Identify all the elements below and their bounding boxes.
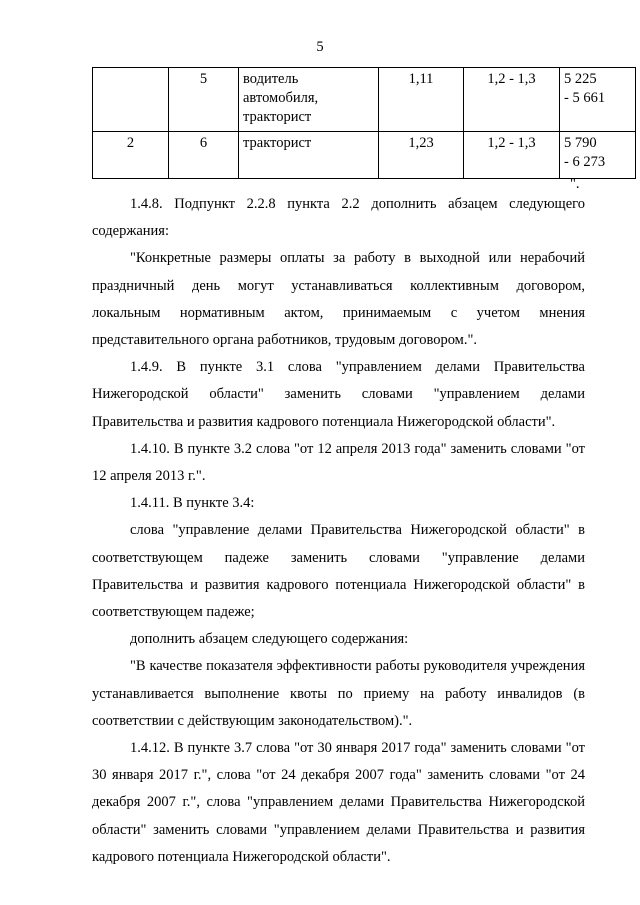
table-cell: 6: [169, 132, 239, 179]
table-cell: 5: [169, 68, 239, 132]
document-body: [92, 191, 585, 871]
paragraph-add-abzats: дополнить абзацем следующего содержания:: [130, 631, 409, 648]
paragraph-1-4-9: 1.4.9. В пункте 3.1 слова "управлением делами Правительства Нижегородской области" заменить словами "управлением делами Правительства и развития кадрового потенциала Нижегородской области".: [92, 359, 585, 430]
table-cell: [93, 68, 169, 132]
range-end: - 6 273: [564, 154, 606, 170]
range-start: 5 225: [564, 71, 597, 87]
paragraph-words-replace: слова "управление делами Правительства Нижегородской области" в соответствующем падеже заменить словами "управление делами Правительства и развития кадрового потенциала Нижегородской области" в соответствующем падеже;: [92, 522, 585, 621]
range-start: 5 790: [564, 135, 597, 151]
paragraph-1-4-11: 1.4.11. В пункте 3.4:: [130, 495, 255, 512]
table-cell: [560, 68, 636, 132]
table-cell: водитель автомобиля, тракторист: [239, 68, 379, 132]
paragraph-1-4-8: 1.4.8. Подпункт 2.2.8 пункта 2.2 дополнить абзацем следующего содержания:: [92, 196, 585, 240]
paragraph-quote-payment: "Конкретные размеры оплаты за работу в выходной или нерабочий праздничный день могут устанавливаться коллективным договором, локальным нормативным актом, принимаемым с учетом мнения представительного органа работников, трудовым договором.".: [92, 250, 585, 349]
table-cell: [560, 132, 636, 179]
paragraph-1-4-10: 1.4.10. В пункте 3.2 слова "от 12 апреля 2013 года" заменить словами "от 12 апреля 2013 г.".: [92, 440, 585, 485]
rate-table: [92, 67, 636, 179]
table-cell: 1,2 - 1,3: [464, 132, 560, 179]
page-number: 5: [316, 39, 324, 55]
table-cell: 2: [93, 132, 169, 179]
paragraph-quote-quota: "В качестве показателя эффективности работы руководителя учреждения устанавливается выполнение квоты по приему на работу инвалидов (в соответствии с действующим законодательством).".: [92, 658, 585, 729]
table-cell: тракторист: [239, 132, 379, 179]
table-row: [93, 132, 636, 179]
table-row: [93, 68, 636, 132]
table-cell: 1,2 - 1,3: [464, 68, 560, 132]
closing-quote: ".: [570, 176, 580, 192]
table-cell: 1,23: [379, 132, 464, 179]
table-cell: 1,11: [379, 68, 464, 132]
paragraph-1-4-12: 1.4.12. В пункте 3.7 слова "от 30 января 2017 года" заменить словами "от 30 января 2017 г.", слова "от 24 декабря 2007 года" заменить словами "от 24 декабря 2007 г.", слова "управлением делами Правительства Нижегородской области" заменить словами "управлением делами Правительства и развития кадрового потенциала Нижегородской области".: [92, 740, 585, 865]
range-end: - 5 661: [564, 90, 606, 106]
